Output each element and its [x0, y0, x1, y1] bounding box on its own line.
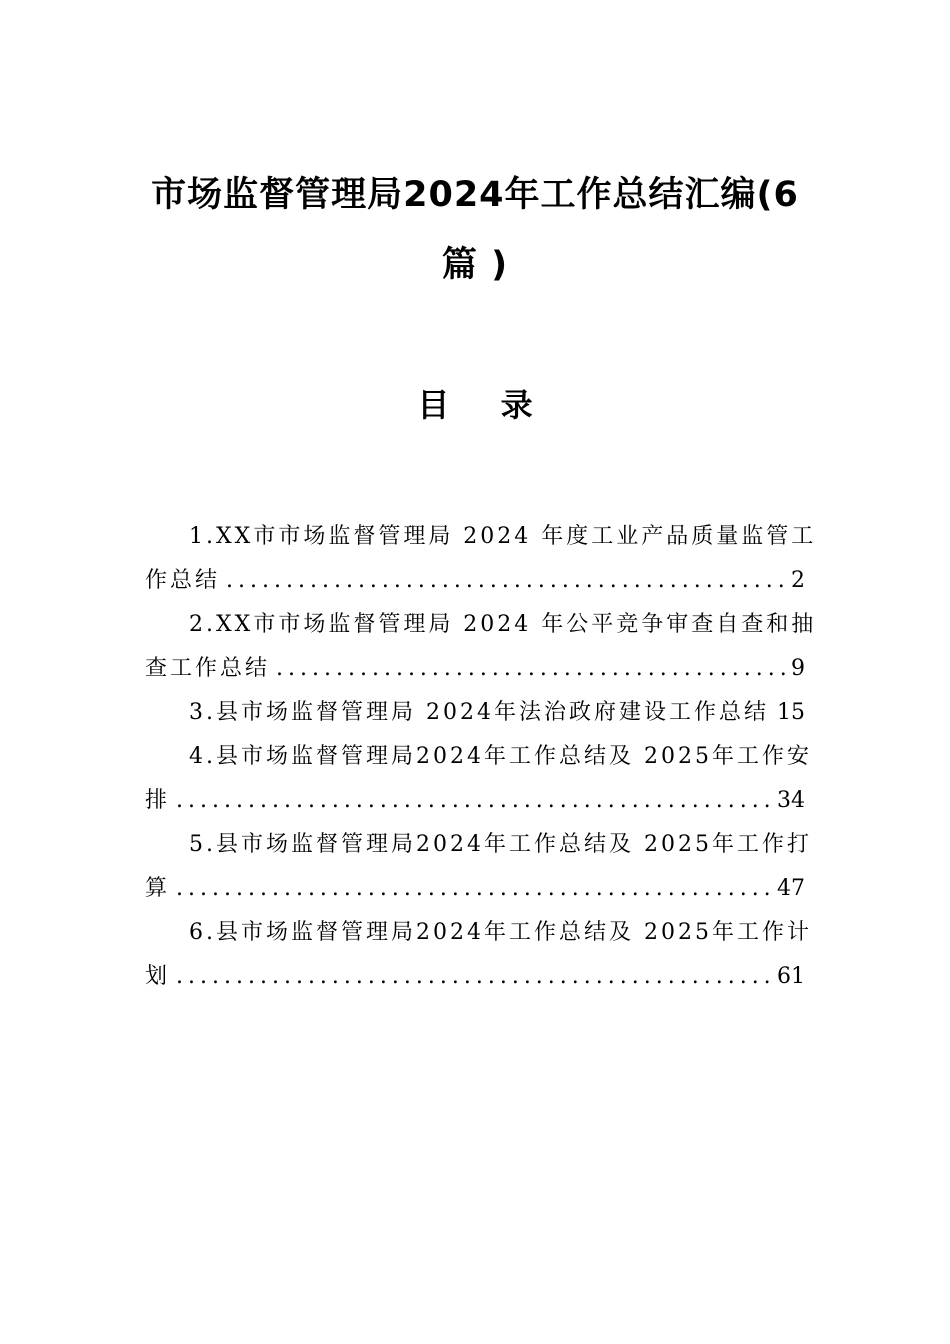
- toc-page-number: 15: [777, 700, 805, 725]
- toc-entry-title: 2.XX市市场监督管理局 2024 年公平竞争审查自查和抽: [189, 612, 817, 637]
- toc-entry-1[interactable]: [145, 515, 817, 603]
- toc-page-number: 34: [777, 788, 805, 813]
- toc-entry-title: 5.县市场监督管理局2024年工作总结及 2025年工作打: [189, 832, 812, 857]
- document-title-line-2: 篇 ): [441, 245, 509, 285]
- dot-leader: [226, 559, 785, 603]
- toc-entry-line: [145, 603, 817, 647]
- dot-leader: [176, 955, 771, 999]
- toc-entry-title-continued: 划: [145, 964, 171, 989]
- toc-entry-line: [145, 559, 805, 603]
- toc-entry-line: [145, 647, 805, 691]
- document-title-line-1: 市场监督管理局2024年工作总结汇编(6: [151, 175, 799, 215]
- toc-page-number: 47: [777, 876, 805, 901]
- toc-entry-line: [145, 515, 817, 559]
- toc-entry-line: [145, 823, 812, 867]
- toc-entry-title-continued: 查工作总结: [145, 656, 271, 681]
- table-of-contents: [145, 515, 817, 999]
- toc-entry-line: [145, 779, 805, 823]
- toc-entry-5[interactable]: [145, 823, 812, 911]
- toc-entry-title: 3.县市场监督管理局 2024年法治政府建设工作总结: [189, 700, 769, 725]
- toc-page-number: 9: [791, 656, 805, 681]
- dot-leader: [276, 647, 785, 691]
- toc-page-number: 61: [777, 964, 805, 989]
- toc-entry-3[interactable]: [145, 691, 805, 735]
- toc-entry-title-continued: 作总结: [145, 568, 221, 593]
- toc-page-number: 2: [791, 568, 805, 593]
- toc-entry-title-continued: 排: [145, 788, 171, 813]
- toc-entry-4[interactable]: [145, 735, 812, 823]
- toc-entry-title: 1.XX市市场监督管理局 2024 年度工业产品质量监管工: [189, 524, 817, 549]
- toc-entry-line: [145, 735, 812, 779]
- toc-entry-line: [145, 955, 805, 999]
- toc-entry-line: [145, 867, 805, 911]
- toc-heading: 目 录: [417, 386, 553, 424]
- dot-leader: [176, 867, 771, 911]
- document-title: [145, 160, 805, 300]
- dot-leader: [176, 779, 771, 823]
- toc-entry-line: [145, 691, 805, 735]
- toc-entry-title: 6.县市场监督管理局2024年工作总结及 2025年工作计: [189, 920, 812, 945]
- toc-entry-2[interactable]: [145, 603, 817, 691]
- toc-entry-title: 4.县市场监督管理局2024年工作总结及 2025年工作安: [189, 744, 812, 769]
- toc-entry-line: [145, 911, 812, 955]
- toc-entry-title-continued: 算: [145, 876, 171, 901]
- toc-entry-6[interactable]: [145, 911, 812, 999]
